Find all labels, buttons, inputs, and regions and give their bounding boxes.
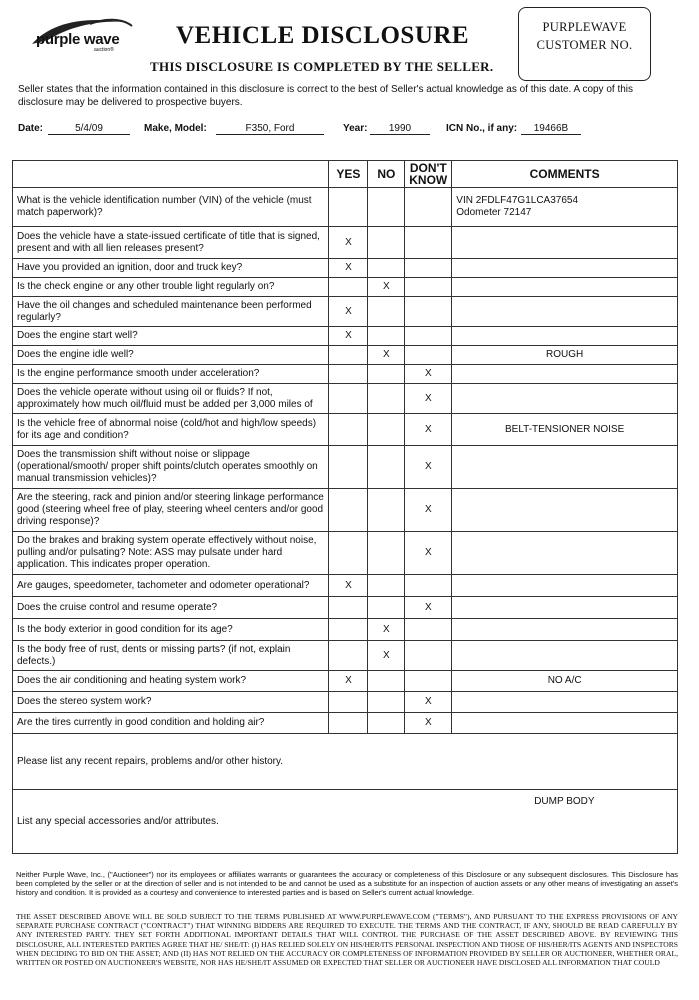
make-model-label: Make, Model: <box>144 123 207 134</box>
yes-cell[interactable] <box>329 278 368 297</box>
table-row <box>13 227 678 259</box>
table-row <box>13 346 678 365</box>
icn-field[interactable]: 19466B <box>521 123 581 135</box>
question-cell: Is the body exterior in good condition for its age? <box>13 619 329 641</box>
dont-know-cell[interactable]: X <box>405 414 452 446</box>
yes-cell[interactable] <box>329 346 368 365</box>
comment-cell[interactable] <box>452 597 678 619</box>
no-cell[interactable] <box>368 259 405 278</box>
yes-cell[interactable] <box>329 489 368 532</box>
yes-cell[interactable]: X <box>329 671 368 692</box>
yes-cell[interactable]: X <box>329 327 368 346</box>
table-header-row <box>13 161 678 188</box>
question-cell: Is the check engine or any other trouble light regularly on? <box>13 278 329 297</box>
no-cell[interactable] <box>368 384 405 414</box>
yes-cell[interactable]: X <box>329 259 368 278</box>
date-field[interactable]: 5/4/09 <box>48 123 130 135</box>
dont-know-cell[interactable]: X <box>405 532 452 575</box>
dont-know-cell[interactable]: X <box>405 597 452 619</box>
question-cell: Do the brakes and braking system operate effectively without noise, pulling and/or pulsating? Note: ASS may pulsate under hard application. This indicates proper operation. <box>13 532 329 575</box>
make-model-field[interactable]: F350, Ford <box>216 123 324 135</box>
no-cell[interactable]: X <box>368 619 405 641</box>
question-cell: Does the vehicle have a state-issued certificate of title that is signed, present and with all lien releases present? <box>13 227 329 259</box>
question-cell: Does the stereo system work? <box>13 692 329 713</box>
page-title: VEHICLE DISCLOSURE <box>176 22 470 49</box>
dont-know-header-line2: KNOW <box>409 173 448 187</box>
customer-number-box[interactable] <box>518 7 651 81</box>
no-header: NO <box>368 161 405 188</box>
table-row <box>13 278 678 297</box>
dont-know-cell[interactable] <box>405 327 452 346</box>
dont-know-cell[interactable] <box>405 671 452 692</box>
table-row <box>13 384 678 414</box>
yes-cell[interactable] <box>329 619 368 641</box>
question-cell: Does the air conditioning and heating system work? <box>13 671 329 692</box>
comment-cell[interactable] <box>452 532 678 575</box>
yes-header: YES <box>329 161 368 188</box>
customer-box-line1: PURPLEWAVE <box>542 20 627 34</box>
dont-know-cell[interactable] <box>405 346 452 365</box>
comment-cell[interactable] <box>452 327 678 346</box>
table-row <box>13 446 678 489</box>
question-cell: What is the vehicle identification number (VIN) of the vehicle (must match paperwork)? <box>13 188 329 227</box>
table-row <box>13 597 678 619</box>
question-cell: Are the tires currently in good condition and holding air? <box>13 713 329 734</box>
customer-box-line2: CUSTOMER NO. <box>536 38 633 52</box>
dont-know-cell[interactable]: X <box>405 384 452 414</box>
accessories-field[interactable]: DUMP BODY <box>452 790 678 854</box>
vin-value: VIN 2FDLF47G1LCA37654 <box>456 195 579 206</box>
no-cell[interactable] <box>368 297 405 327</box>
yes-cell[interactable] <box>329 713 368 734</box>
comment-cell[interactable] <box>452 446 678 489</box>
table-row <box>13 365 678 384</box>
comment-cell[interactable] <box>452 713 678 734</box>
table-row <box>13 671 678 692</box>
comment-cell[interactable] <box>452 259 678 278</box>
comment-cell[interactable]: NO A/C <box>452 671 678 692</box>
question-cell: Does the engine idle well? <box>13 346 329 365</box>
table-row <box>13 259 678 278</box>
repairs-row <box>13 734 678 790</box>
table-row <box>13 575 678 597</box>
comments-header: COMMENTS <box>452 161 678 188</box>
yes-cell[interactable] <box>329 414 368 446</box>
table-row <box>13 692 678 713</box>
dont-know-header-line1: DON'T <box>409 161 447 175</box>
table-row <box>13 532 678 575</box>
no-cell[interactable]: X <box>368 346 405 365</box>
comment-cell[interactable] <box>452 365 678 384</box>
table-row <box>13 489 678 532</box>
question-cell: Is the body free of rust, dents or missing parts? (if not, explain defects.) <box>13 641 329 671</box>
no-cell[interactable] <box>368 446 405 489</box>
dont-know-cell[interactable] <box>405 641 452 671</box>
comment-cell[interactable] <box>452 227 678 259</box>
table-row <box>13 414 678 446</box>
table-row <box>13 297 678 327</box>
yes-cell[interactable] <box>329 384 368 414</box>
dont-know-cell[interactable] <box>405 575 452 597</box>
yes-cell[interactable]: X <box>329 297 368 327</box>
logo-subtext: auction® <box>94 47 114 53</box>
comment-cell[interactable] <box>452 692 678 713</box>
accessories-row <box>13 790 678 854</box>
question-header <box>13 161 329 188</box>
terms-text: THE ASSET DESCRIBED ABOVE WILL BE SOLD SUBJECT TO THE TERMS PUBLISHED AT WWW.PURPLEWAVE.COM ("TERMS"), AND PURSUANT TO THE EXPRESS PROVISIONS OF ANY SEPARATE PURCHASE CONTRACT ("CONTRACT") THAT WINNING BIDDERS ARE REQUIRED TO EXECUTE. THE TERMS AND THE CONTRACT, IF ANY, SHOULD BE READ CAREFULLY BY ANY INTERESTED PARTY. THEY SET FORTH ADDITIONAL IMPORTANT DETAILS THAT WILL CONTROL THE PURCHASE OF THE ASSET DESCRIBED ABOVE. BY REVIEWING THIS DISCLOSURE, ALL INTERESTED PARTIES AGREE THAT HE/ SHE/IT: (I) HAS RELIED SOLELY ON HIS/HER/ITS PERSONAL INSPECTION AND THOSE OF HIS/HER/ITS AGENTS AND INSPECTORS WHEN DECIDING TO BID ON THE ASSET; AND (II) HAS NOT RELIED ON THE ACCURACY OR COMPLETENESS OF INFORMATION PROVIDED BY SELLER OR AUCTIONEER, WHETHER ORAL, WRITTEN OR POSTED ON AUCTIONEER'S WEBSITE, NOR HAS HE/SHE/IT ASSUMED OR EXPECTED THAT SELLER OR AUCTIONEER HAVE DISCLOSED ALL INFORMATION THAT COULD <box>16 912 678 968</box>
no-cell[interactable] <box>368 227 405 259</box>
question-cell: Are the steering, rack and pinion and/or steering linkage performance good (steering wheel free of play, steering wheel centers and/or good driving response)? <box>13 489 329 532</box>
yes-cell[interactable] <box>329 446 368 489</box>
no-cell[interactable] <box>368 532 405 575</box>
yes-cell[interactable] <box>329 692 368 713</box>
table-row <box>13 619 678 641</box>
yes-cell[interactable] <box>329 641 368 671</box>
table-row <box>13 641 678 671</box>
repairs-field[interactable] <box>452 734 678 790</box>
no-cell[interactable]: X <box>368 278 405 297</box>
table-row <box>13 327 678 346</box>
yes-cell[interactable] <box>329 532 368 575</box>
comment-cell[interactable] <box>452 489 678 532</box>
question-cell: Have you provided an ignition, door and truck key? <box>13 259 329 278</box>
no-cell[interactable] <box>368 327 405 346</box>
yes-cell[interactable] <box>329 188 368 227</box>
question-cell: Are gauges, speedometer, tachometer and odometer operational? <box>13 575 329 597</box>
comment-cell[interactable] <box>452 384 678 414</box>
table-row <box>13 713 678 734</box>
dont-know-cell[interactable]: X <box>405 713 452 734</box>
accessories-label: List any special accessories and/or attributes. <box>13 790 452 854</box>
no-cell[interactable] <box>368 365 405 384</box>
no-cell[interactable] <box>368 489 405 532</box>
no-cell[interactable] <box>368 692 405 713</box>
question-cell: Is the vehicle free of abnormal noise (cold/hot and high/low speeds) for its age and condition? <box>13 414 329 446</box>
logo-wordmark: purple wave <box>36 31 120 48</box>
comment-cell[interactable]: ROUGH <box>452 346 678 365</box>
question-cell: Does the cruise control and resume operate? <box>13 597 329 619</box>
dont-know-cell[interactable] <box>405 297 452 327</box>
table-row <box>13 188 678 227</box>
comment-cell[interactable] <box>452 619 678 641</box>
no-cell[interactable] <box>368 575 405 597</box>
comment-cell[interactable] <box>452 297 678 327</box>
dont-know-header <box>405 161 452 188</box>
purple-wave-logo <box>30 14 140 54</box>
dont-know-cell[interactable]: X <box>405 692 452 713</box>
yes-cell[interactable]: X <box>329 227 368 259</box>
question-cell: Is the engine performance smooth under acceleration? <box>13 365 329 384</box>
no-cell[interactable] <box>368 713 405 734</box>
comment-cell[interactable]: BELT-TENSIONER NOISE <box>452 414 678 446</box>
dont-know-cell[interactable]: X <box>405 365 452 384</box>
no-cell[interactable] <box>368 414 405 446</box>
no-cell[interactable] <box>368 671 405 692</box>
comment-cell[interactable] <box>452 575 678 597</box>
yes-cell[interactable]: X <box>329 575 368 597</box>
yes-cell[interactable] <box>329 365 368 384</box>
page-subtitle: THIS DISCLOSURE IS COMPLETED BY THE SELLER. <box>150 59 494 74</box>
date-label: Date: <box>18 123 44 134</box>
dont-know-cell[interactable]: X <box>405 446 452 489</box>
yes-cell[interactable] <box>329 597 368 619</box>
question-cell: Does the transmission shift without noise or slippage (operational/smooth/ proper shift points/clutch operates smoothly on manual transmission vehicles)? <box>13 446 329 489</box>
question-cell: Does the engine start well? <box>13 327 329 346</box>
dont-know-cell[interactable] <box>405 278 452 297</box>
no-cell[interactable] <box>368 597 405 619</box>
dont-know-cell[interactable] <box>405 188 452 227</box>
disclosure-table <box>12 160 678 854</box>
dont-know-cell[interactable] <box>405 227 452 259</box>
comment-cell[interactable] <box>452 278 678 297</box>
no-cell[interactable]: X <box>368 641 405 671</box>
year-field[interactable]: 1990 <box>370 123 430 135</box>
odometer-value: Odometer 72147 <box>456 207 532 218</box>
comment-cell[interactable] <box>452 188 678 227</box>
no-cell[interactable] <box>368 188 405 227</box>
question-cell: Have the oil changes and scheduled maintenance been performed regularly? <box>13 297 329 327</box>
year-label: Year: <box>343 123 368 134</box>
dont-know-cell[interactable] <box>405 619 452 641</box>
comment-cell[interactable] <box>452 641 678 671</box>
vehicle-info-line <box>18 123 678 137</box>
dont-know-cell[interactable]: X <box>405 489 452 532</box>
repairs-label: Please list any recent repairs, problems and/or other history. <box>13 734 452 790</box>
icn-label: ICN No., if any: <box>446 123 518 134</box>
disclaimer-text: Neither Purple Wave, Inc., ("Auctioneer") nor its employees or affiliates warrants or guarantees the accuracy or completeness of this Disclosure or any subsequent disclosures. This Disclosure has been completed by the seller or at the direction of seller and is not intended to be and cannot be used as a substitute for an inspection of auction assets or any other means of investigating an asset's history and condition. It is provided as a courtesy and convenience to interested parties and is based on Seller's current actual knowledge. <box>16 870 678 897</box>
intro-statement: Seller states that the information contained in this disclosure is correct to the best of Seller's actual knowledge as of this date. A copy of this disclosure may be delivered to prospective buyers. <box>18 84 634 108</box>
question-cell: Does the vehicle operate without using oil or fluids? If not, approximately how much oil/fluid must be added per 3,000 miles of <box>13 384 329 414</box>
dont-know-cell[interactable] <box>405 259 452 278</box>
